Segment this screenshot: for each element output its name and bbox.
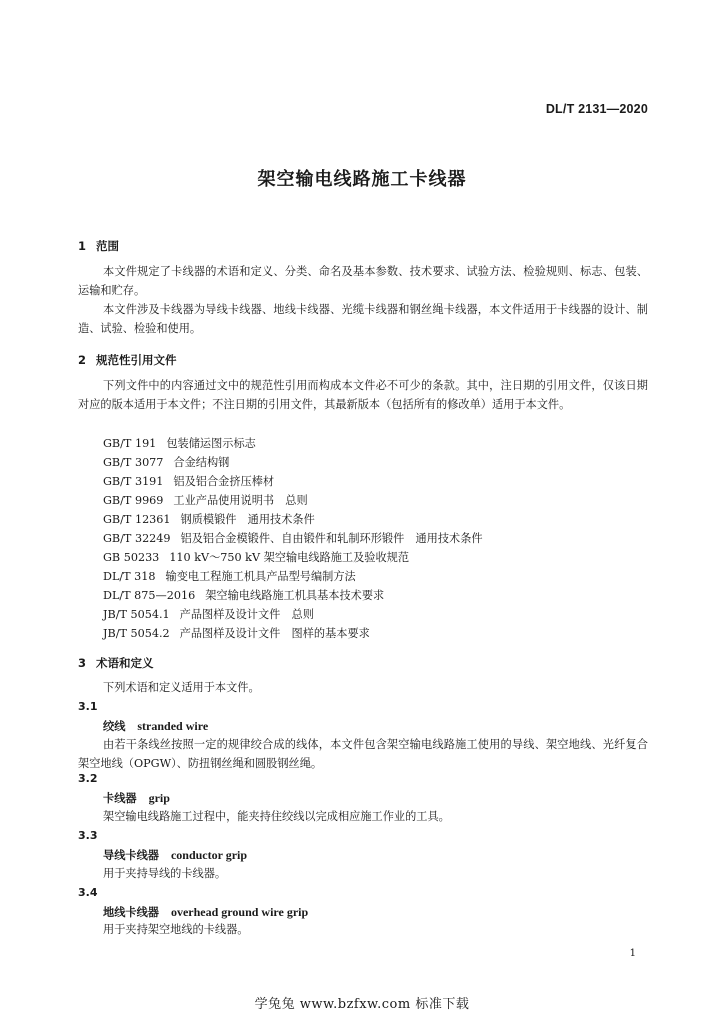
term-zh: 绞线 [103, 719, 126, 733]
reference-title: 铝及铝合金模锻件、自由锻件和轧制环形锻件 通用技术条件 [180, 532, 483, 545]
reference-item [103, 549, 409, 565]
reference-code: GB/T 32249 [103, 532, 171, 545]
clause-number: 3.3 [78, 829, 98, 842]
reference-item [103, 454, 229, 470]
reference-title: 包装储运图示标志 [166, 437, 256, 450]
reference-title: 输变电工程施工机具产品型号编制方法 [165, 570, 356, 583]
clause-number: 3.2 [78, 772, 98, 785]
clause-number: 3.1 [78, 700, 98, 713]
reference-code: JB/T 5054.1 [103, 608, 170, 621]
reference-code: GB/T 191 [103, 437, 157, 450]
reference-item [103, 473, 274, 489]
reference-item [103, 492, 308, 508]
section-title: 范围 [96, 239, 119, 253]
term-en: stranded wire [137, 719, 209, 733]
term [103, 904, 308, 920]
standard-code: DL/T 2131—2020 [545, 102, 648, 116]
section-1-heading [78, 238, 119, 254]
reference-item [103, 606, 314, 622]
term-definition: 由若干条线丝按照一定的规律绞合成的线体，本文件包含架空输电线路施工使用的导线、架空地线、光纤复合架空地线（OPGW）、防扭钢丝绳和圆股钢丝绳。 [78, 738, 648, 770]
term-en: conductor grip [170, 848, 248, 862]
clause-number: 3.4 [78, 886, 98, 899]
term-en: overhead ground wire grip [170, 905, 309, 919]
reference-title: 架空输电线路施工机具基本技术要求 [205, 589, 385, 602]
section-number: 2 [78, 353, 87, 367]
section-number: 1 [78, 239, 87, 253]
section-1-paragraph-2: 本文件涉及卡线器为导线卡线器、地线卡线器、光缆卡线器和钢丝绳卡线器，本文件适用于卡线器的设计、制造、试验、检验和使用。 [78, 303, 648, 335]
reference-item [103, 568, 356, 584]
reference-item [103, 435, 256, 451]
term [103, 718, 208, 734]
section-number: 3 [78, 656, 87, 670]
term-zh: 卡线器 [103, 791, 137, 805]
document-title: 架空输电线路施工卡线器 [257, 169, 467, 190]
reference-title: 铝及铝合金挤压棒材 [173, 475, 275, 488]
term-en: grip [148, 791, 170, 805]
reference-title: 工业产品使用说明书 总则 [173, 494, 308, 507]
section-1-paragraph-1: 本文件规定了卡线器的术语和定义、分类、命名及基本参数、技术要求、试验方法、检验规则、标志、包装、运输和贮存。 [78, 265, 648, 297]
reference-code: GB/T 9969 [103, 494, 164, 507]
reference-code: DL/T 875—2016 [103, 589, 196, 602]
section-3-intro: 下列术语和定义适用于本文件。 [103, 681, 260, 694]
section-title: 术语和定义 [96, 656, 154, 670]
term [103, 847, 247, 863]
section-3-heading [78, 655, 154, 671]
reference-code: JB/T 5054.2 [103, 627, 170, 640]
term-zh: 导线卡线器 [103, 848, 159, 862]
section-2-heading [78, 352, 177, 368]
reference-title: 钢质模锻件 通用技术条件 [180, 513, 315, 526]
reference-item [103, 530, 483, 546]
reference-item [103, 511, 315, 527]
term-zh: 地线卡线器 [103, 905, 159, 919]
reference-code: GB 50233 [103, 551, 160, 564]
section-2-intro: 下列文件中的内容通过文中的规范性引用而构成本文件必不可少的条款。其中，注日期的引用文件，仅该日期对应的版本适用于本文件；不注日期的引用文件，其最新版本（包括所有的修改单）适用于本文件。 [78, 379, 648, 411]
reference-code: GB/T 12361 [103, 513, 171, 526]
reference-title: 合金结构钢 [173, 456, 230, 469]
term-definition: 架空输电线路施工过程中，能夹持住绞线以完成相应施工作业的工具。 [103, 810, 450, 823]
reference-code: GB/T 3191 [103, 475, 164, 488]
footer-watermark: 学兔兔 www.bzfxw.com 标准下载 [254, 997, 470, 1012]
reference-title: 产品图样及设计文件 总则 [179, 608, 314, 621]
reference-code: DL/T 318 [103, 570, 156, 583]
reference-title: 产品图样及设计文件 图样的基本要求 [179, 627, 370, 640]
term-definition: 用于夹持架空地线的卡线器。 [103, 923, 249, 936]
term [103, 790, 170, 806]
page-number: 1 [629, 948, 636, 959]
reference-item [103, 587, 384, 603]
reference-code: GB/T 3077 [103, 456, 164, 469]
term-definition: 用于夹持导线的卡线器。 [103, 867, 227, 880]
reference-title: 110 kV～750 kV 架空输电线路施工及验收规范 [169, 551, 410, 564]
reference-item [103, 625, 370, 641]
section-title: 规范性引用文件 [96, 353, 177, 367]
